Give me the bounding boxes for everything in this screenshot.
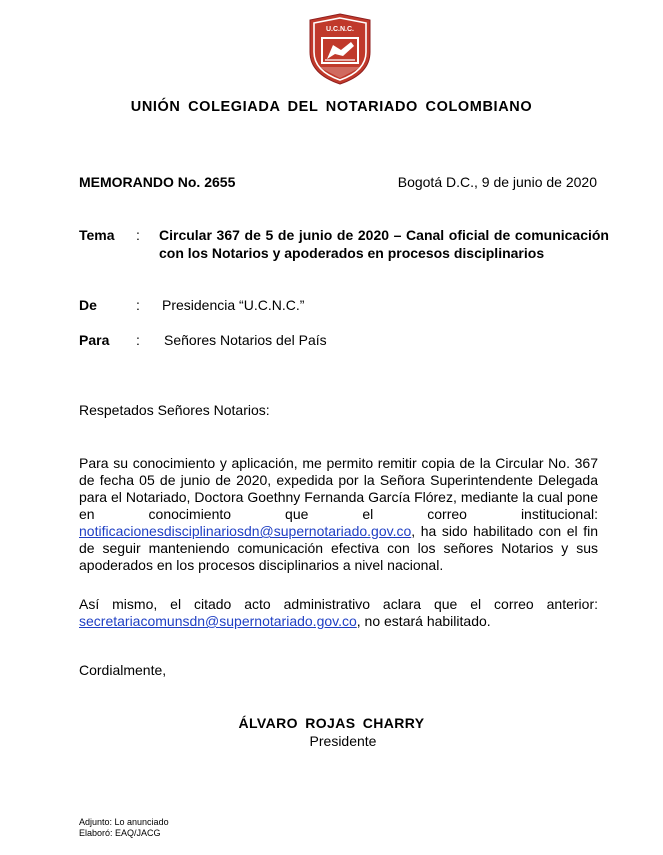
logo-text: U.C.N.C. (326, 26, 354, 33)
memo-number: MEMORANDO No. 2655 (79, 174, 236, 190)
p1-text-end: , ha sido habilitado con el fin de seguir manteniendo comunicación efectiva con los señores Notarios y sus apoderados en los procesos disciplinarios a nivel nacional. (79, 523, 598, 573)
p2-text-end: , no estará habilitado. (356, 613, 491, 629)
secretaria-email-link[interactable]: secretariacomunsdn@supernotariado.gov.co (79, 613, 357, 629)
footer-elaboro: Elaboró: EAQ/JACG (79, 828, 161, 838)
tema-label: Tema (79, 227, 115, 243)
footer-adjunto: Adjunto: Lo anunciado (79, 817, 169, 827)
organization-title: UNIÓN COLEGIADA DEL NOTARIADO COLOMBIANO (130, 99, 533, 115)
de-value: Presidencia “U.C.N.C.” (162, 297, 305, 313)
p2-text-start: Así mismo, el citado acto administrativo aclara que el correo anterior: (79, 596, 598, 612)
signer-title: Presidente (309, 733, 377, 749)
tema-value: Circular 367 de 5 de junio de 2020 – Canal oficial de comunicación con los Notarios y apoderados en procesos disciplinarios (159, 227, 609, 261)
de-label: De (79, 297, 97, 313)
ucnc-seal-logo (307, 12, 373, 86)
para-value: Señores Notarios del País (164, 332, 327, 348)
notificaciones-email-link[interactable]: notificacionesdisciplinariosdn@supernotariado.gov.co (79, 523, 412, 539)
signer-name: ÁLVARO ROJAS CHARRY (238, 715, 425, 731)
body-paragraph-2 (79, 596, 598, 630)
de-colon: : (136, 297, 140, 313)
tema-colon: : (136, 227, 140, 243)
salutation: Respetados Señores Notarios: (79, 402, 270, 418)
closing: Cordialmente, (79, 662, 167, 678)
p1-text-start: Para su conocimiento y aplicación, me permito remitir copia de la Circular No. 367 de fecha 05 de junio de 2020, expedida por la Señora Superintendente Delegada para el Notariado, Doctora Goethny Fernanda García Flórez, mediante la cual pone en conocimiento que el correo institucional: (79, 455, 598, 522)
body-paragraph-1 (79, 455, 598, 574)
para-colon: : (136, 332, 140, 348)
memo-date: Bogotá D.C., 9 de junio de 2020 (397, 174, 597, 190)
para-label: Para (79, 332, 110, 348)
